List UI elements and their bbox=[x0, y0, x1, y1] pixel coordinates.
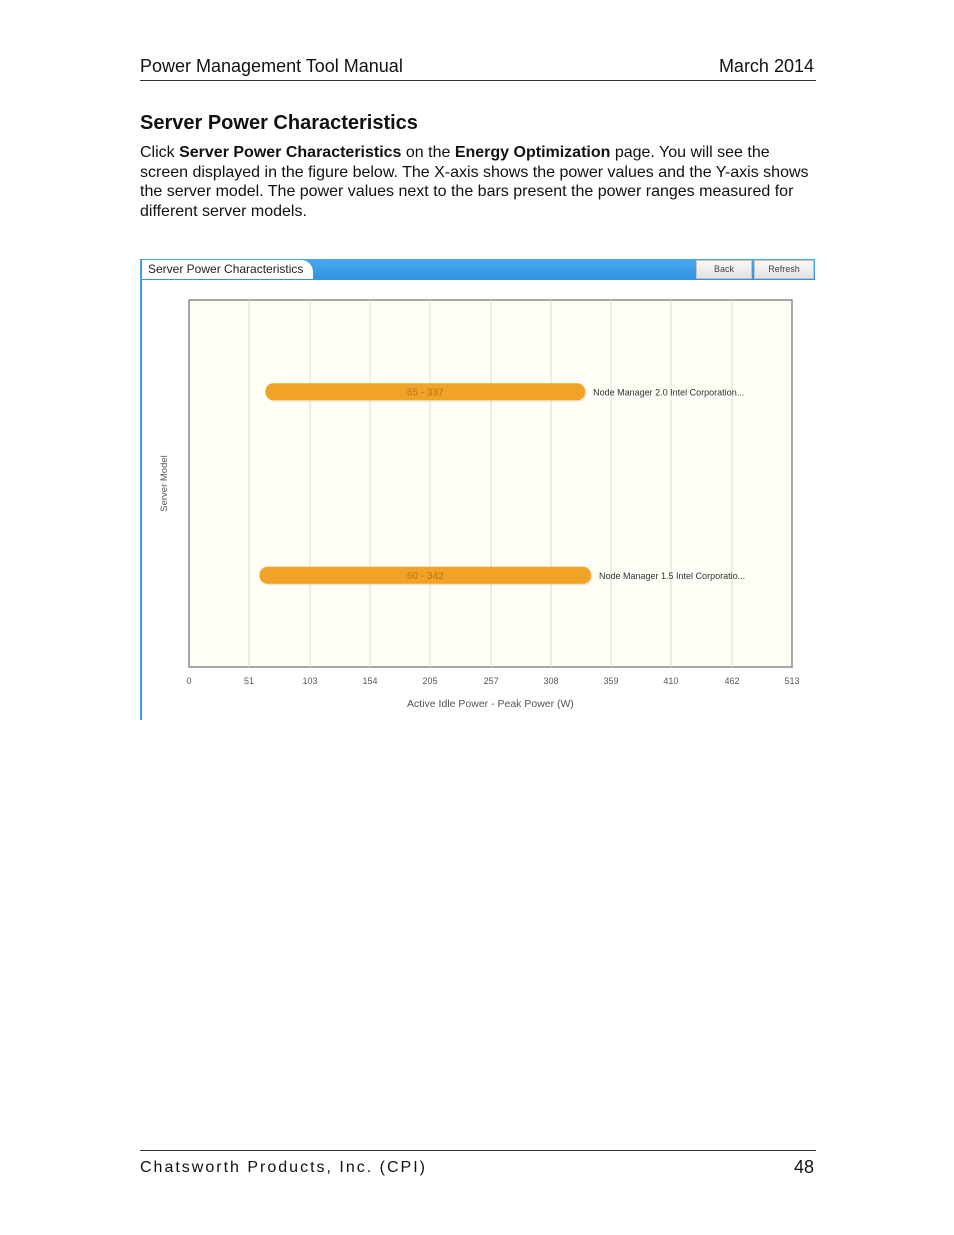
x-tick-label: 154 bbox=[362, 676, 378, 686]
page-number: 48 bbox=[793, 1157, 814, 1177]
x-axis-label: Active Idle Power - Peak Power (W) bbox=[407, 698, 574, 710]
x-tick-label: 257 bbox=[483, 676, 499, 686]
x-tick-label: 51 bbox=[243, 676, 254, 686]
document-date: March 2014 bbox=[718, 56, 814, 76]
x-tick-label: 359 bbox=[603, 676, 619, 686]
section-title: Server Power Characteristics bbox=[140, 112, 418, 134]
server-model-label: Node Manager 2.0 Intel Corporation... bbox=[593, 387, 745, 398]
x-tick-label: 103 bbox=[302, 676, 318, 686]
refresh-button[interactable]: Refresh bbox=[754, 260, 814, 279]
section-paragraph bbox=[140, 143, 816, 222]
x-tick-label: 205 bbox=[422, 676, 438, 686]
back-button[interactable]: Back bbox=[696, 260, 752, 279]
x-tick-label: 513 bbox=[784, 676, 800, 686]
paragraph-emphasis: Server Power Characteristics bbox=[179, 144, 402, 161]
paragraph-text: Click bbox=[140, 144, 180, 161]
y-axis-label: Server Model bbox=[159, 455, 170, 512]
x-tick-label: 308 bbox=[543, 676, 559, 686]
power-chart bbox=[140, 259, 815, 720]
x-tick-label: 410 bbox=[663, 676, 679, 686]
x-tick-label: 0 bbox=[186, 676, 192, 686]
paragraph-text: on the bbox=[401, 144, 455, 161]
document-title: Power Management Tool Manual bbox=[140, 56, 403, 76]
tab-server-power-characteristics[interactable]: Server Power Characteristics bbox=[142, 260, 313, 279]
server-model-label: Node Manager 1.5 Intel Corporatio... bbox=[599, 570, 746, 581]
paragraph-text: page. You will see the screen displayed in the figure below. The X-axis shows the power values and the Y-axis shows the server model. The power values next to the bars present the power ranges measured for different server models. bbox=[140, 144, 809, 221]
bar-range-label: 60 - 342 bbox=[406, 570, 444, 582]
plot-area bbox=[189, 300, 792, 667]
company-name: Chatsworth Products, Inc. (CPI) bbox=[140, 1159, 427, 1176]
page-footer bbox=[140, 1150, 816, 1181]
paragraph-emphasis: Energy Optimization bbox=[454, 144, 611, 161]
bar-range-label: 65 - 337 bbox=[406, 387, 444, 399]
page-header bbox=[140, 56, 816, 81]
x-tick-label: 462 bbox=[724, 676, 740, 686]
screenshot-figure bbox=[140, 259, 815, 720]
